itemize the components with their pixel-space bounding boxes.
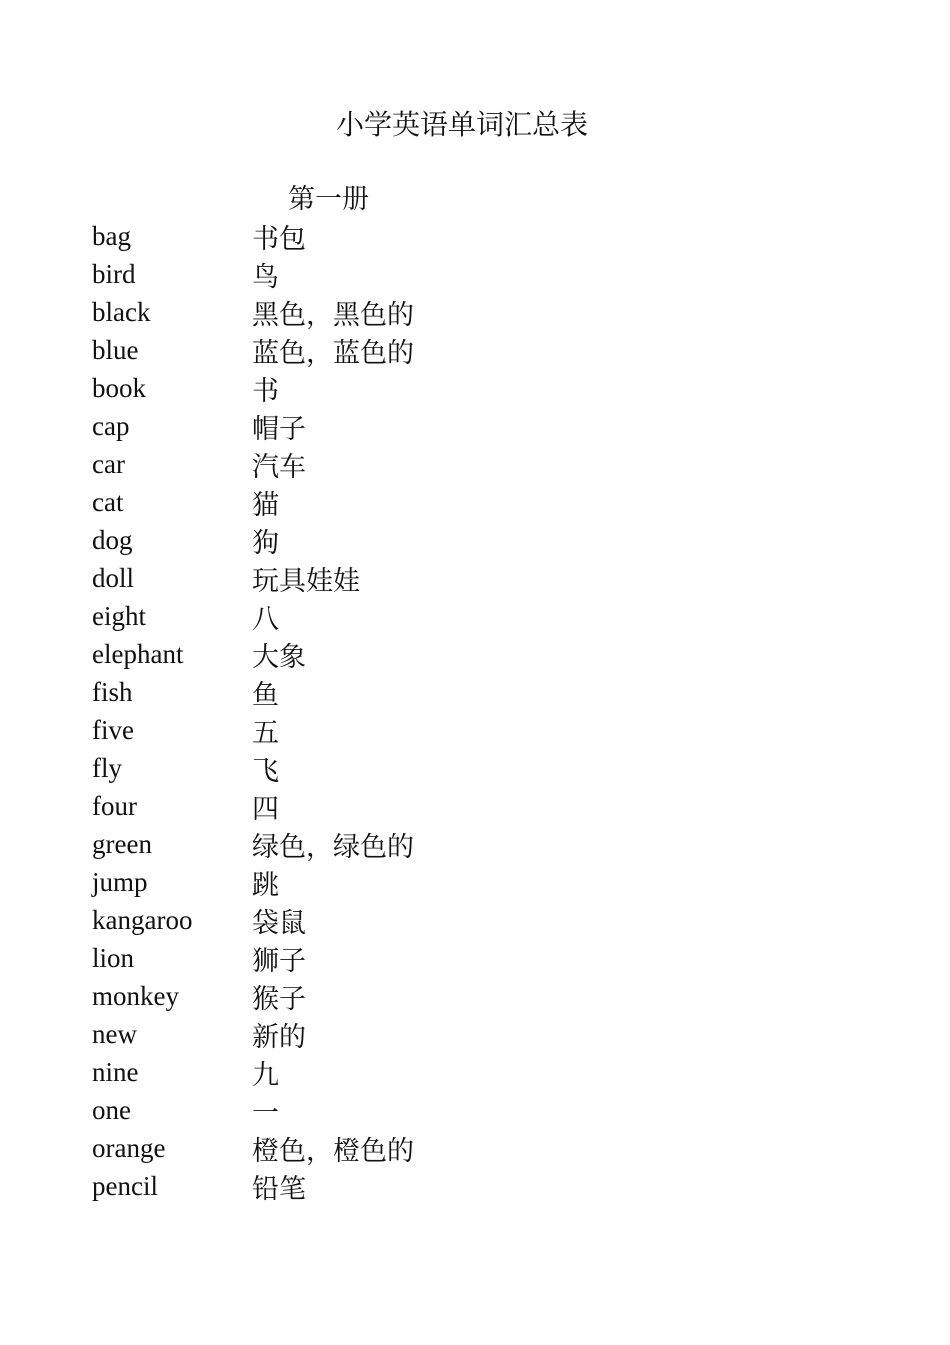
- vocabulary-row: [92, 217, 414, 255]
- english-word: jump: [92, 866, 148, 897]
- vocabulary-list: [92, 217, 414, 1205]
- chinese-meaning: 四: [252, 793, 279, 824]
- chinese-meaning: 大象: [252, 641, 306, 672]
- chinese-meaning: 蓝色，蓝色的: [252, 337, 414, 368]
- english-word: dog: [92, 524, 133, 555]
- english-word: orange: [92, 1132, 166, 1163]
- chinese-meaning: 五: [252, 717, 279, 748]
- vocabulary-row: [92, 1129, 414, 1167]
- english-word: book: [92, 372, 146, 403]
- english-word: pencil: [92, 1170, 158, 1201]
- chinese-meaning: 九: [252, 1059, 279, 1090]
- chinese-meaning: 汽车: [252, 451, 306, 482]
- english-word: cap: [92, 410, 130, 441]
- english-word: black: [92, 296, 151, 327]
- chinese-meaning: 狗: [252, 527, 279, 558]
- chinese-meaning: 铅笔: [252, 1173, 306, 1204]
- vocabulary-row: [92, 369, 414, 407]
- vocabulary-row: [92, 863, 414, 901]
- vocabulary-row: [92, 711, 414, 749]
- english-word: elephant: [92, 638, 184, 669]
- english-word: kangaroo: [92, 904, 193, 935]
- vocabulary-row: [92, 673, 414, 711]
- vocabulary-row: [92, 901, 414, 939]
- chinese-meaning: 黑色，黑色的: [252, 299, 414, 330]
- english-word: lion: [92, 942, 135, 973]
- document-title: 小学英语单词汇总表: [335, 110, 588, 141]
- chinese-meaning: 鸟: [252, 261, 279, 292]
- chinese-meaning: 橙色，橙色的: [252, 1135, 414, 1166]
- vocabulary-row: [92, 1091, 414, 1129]
- english-word: bag: [92, 220, 131, 251]
- chinese-meaning: 飞: [252, 755, 279, 786]
- vocabulary-row: [92, 597, 414, 635]
- english-word: car: [92, 448, 125, 479]
- vocabulary-row: [92, 483, 414, 521]
- chinese-meaning: 玩具娃娃: [252, 565, 360, 596]
- vocabulary-row: [92, 977, 414, 1015]
- chinese-meaning: 猫: [252, 489, 279, 520]
- english-word: four: [92, 790, 137, 821]
- chinese-meaning: 绿色，绿色的: [252, 831, 414, 862]
- vocabulary-row: [92, 1053, 414, 1091]
- chinese-meaning: 书: [252, 375, 279, 406]
- english-word: five: [92, 714, 134, 745]
- english-word: bird: [92, 258, 136, 289]
- vocabulary-row: [92, 293, 414, 331]
- chinese-meaning: 帽子: [252, 413, 306, 444]
- vocabulary-row: [92, 825, 414, 863]
- vocabulary-row: [92, 635, 414, 673]
- english-word: eight: [92, 600, 146, 631]
- vocabulary-row: [92, 521, 414, 559]
- vocabulary-row: [92, 1167, 414, 1205]
- vocabulary-row: [92, 787, 414, 825]
- chinese-meaning: 八: [252, 603, 279, 634]
- vocabulary-row: [92, 407, 414, 445]
- chinese-meaning: 狮子: [252, 945, 306, 976]
- chinese-meaning: 鱼: [252, 679, 279, 710]
- english-word: cat: [92, 486, 124, 517]
- vocabulary-row: [92, 939, 414, 977]
- english-word: new: [92, 1018, 137, 1049]
- chinese-meaning: 袋鼠: [252, 907, 306, 938]
- english-word: nine: [92, 1056, 139, 1087]
- english-word: monkey: [92, 980, 179, 1011]
- english-word: green: [92, 828, 152, 859]
- chinese-meaning: 新的: [252, 1021, 306, 1052]
- vocabulary-row: [92, 749, 414, 787]
- english-word: blue: [92, 334, 139, 365]
- chinese-meaning: 猴子: [252, 983, 306, 1014]
- volume-heading: 第一册: [288, 184, 369, 214]
- vocabulary-row: [92, 331, 414, 369]
- english-word: one: [92, 1094, 131, 1125]
- vocabulary-row: [92, 559, 414, 597]
- vocabulary-row: [92, 255, 414, 293]
- english-word: fly: [92, 752, 122, 783]
- chinese-meaning: 书包: [252, 223, 306, 254]
- english-word: fish: [92, 676, 133, 707]
- chinese-meaning: 一: [252, 1097, 279, 1128]
- vocabulary-row: [92, 1015, 414, 1053]
- vocabulary-row: [92, 445, 414, 483]
- chinese-meaning: 跳: [252, 869, 279, 900]
- english-word: doll: [92, 562, 135, 593]
